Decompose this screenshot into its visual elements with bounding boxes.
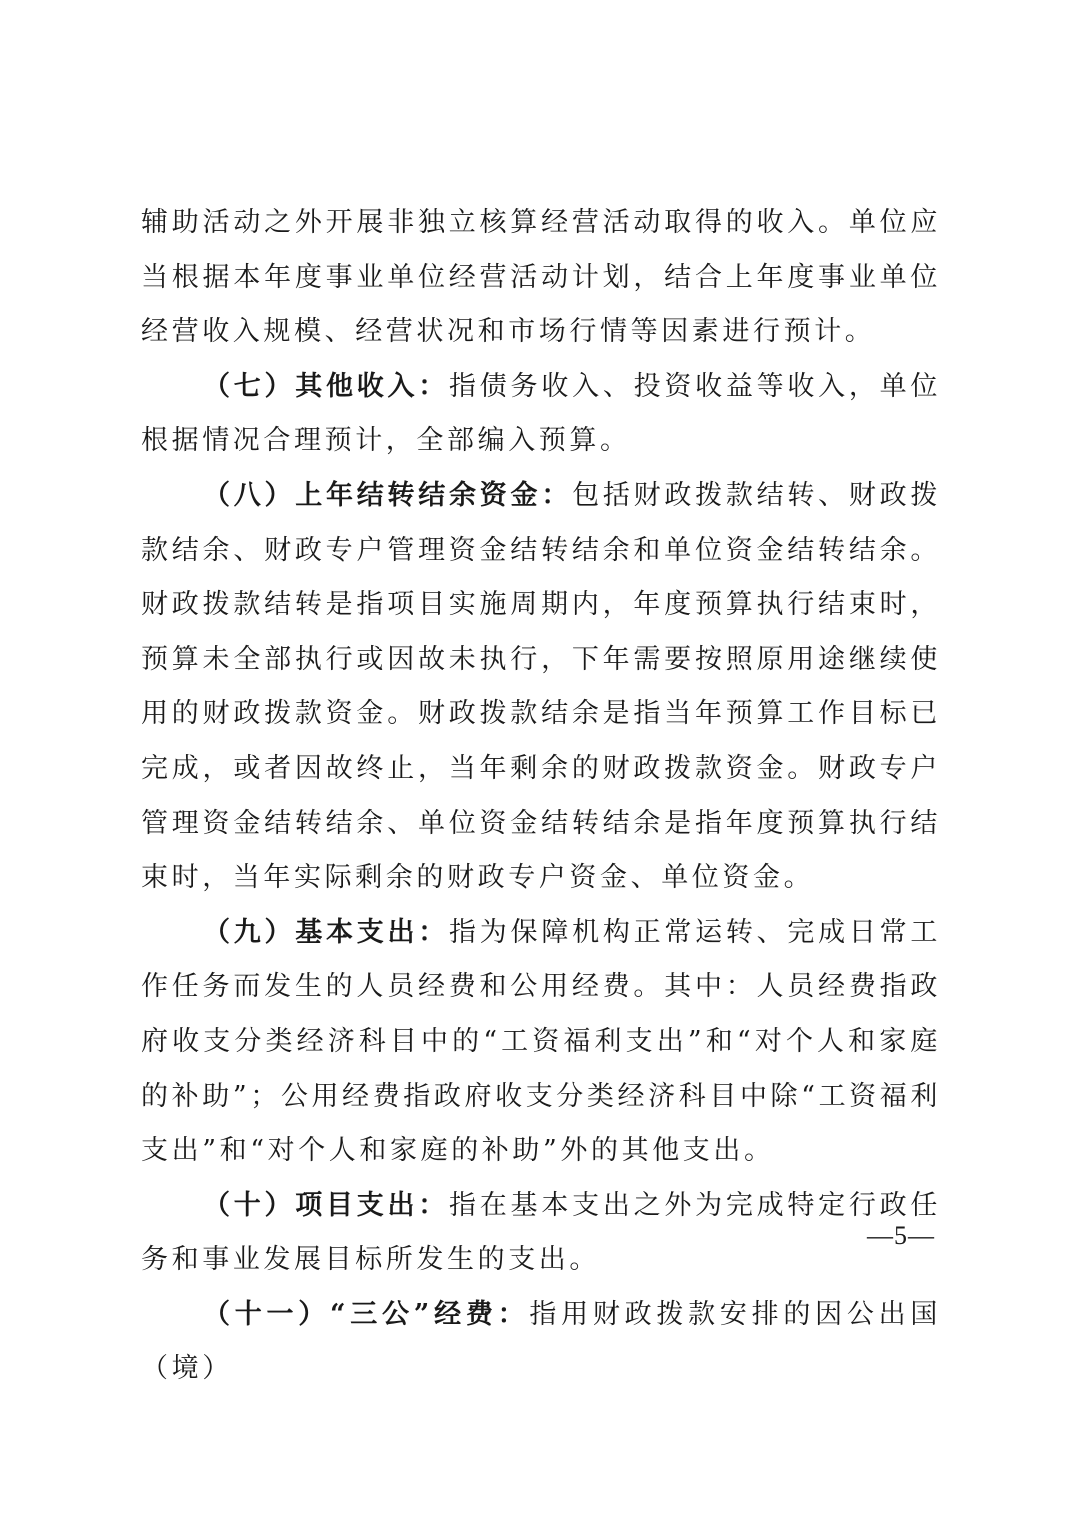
paragraph-text: 包括财政拨款结转、财政拨款结余、财政专户管理资金结转结余和单位资金结转结余。财政拨款结转是指项目实施周期内，年度预算执行结束时，预算未全部执行或因故未执行，下年需要按照原用途继续使用的财政拨款资金。财政拨款结余是指当年预算工作目标已完成，或者因故终止，当年剩余的财政拨款资金。财政专户管理资金结转结余、单位资金结转结余是指年度预算执行结束时，当年实际剩余的财政专户资金、单位资金。: [141, 479, 941, 894]
paragraph-text: 辅助活动之外开展非独立核算经营活动取得的收入。单位应当根据本年度事业单位经营活动计划，结合上年度事业单位经营收入规模、经营状况和市场行情等因素进行预计。: [141, 207, 941, 348]
section-heading: （十）项目支出：: [203, 1189, 450, 1221]
section-heading: （七）其他收入：: [203, 370, 450, 402]
paragraph-prior-year-balance: [141, 469, 941, 906]
paragraph-text: 指债务收入、投资收益等收入，单位根据情况合理预计，全部编入预算。: [141, 370, 941, 457]
paragraph-other-income: [141, 360, 941, 469]
section-heading: （九）基本支出：: [203, 916, 450, 948]
section-heading: （十一）“三公”经费：: [203, 1298, 530, 1330]
paragraph-continued: [141, 196, 941, 360]
paragraph-basic-expenditure: [141, 906, 941, 1179]
document-body: [141, 196, 941, 1397]
section-heading: （八）上年结转结余资金：: [203, 479, 573, 511]
paragraph-project-expenditure: [141, 1179, 941, 1288]
paragraph-three-public-expenses: [141, 1288, 941, 1397]
paragraph-text: 指在基本支出之外为完成特定行政任务和事业发展目标所发生的支出。: [141, 1189, 941, 1276]
page-number: —5—: [867, 1221, 935, 1250]
paragraph-text: 指为保障机构正常运转、完成日常工作任务而发生的人员经费和公用经费。其中：人员经费指政府收支分类经济科目中的“工资福利支出”和“对个人和家庭的补助”；公用经费指政府收支分类经济科目中除“工资福利支出”和“对个人和家庭的补助”外的其他支出。: [141, 916, 941, 1167]
paragraph-text: 指用财政拨款安排的因公出国（境）: [141, 1298, 941, 1385]
